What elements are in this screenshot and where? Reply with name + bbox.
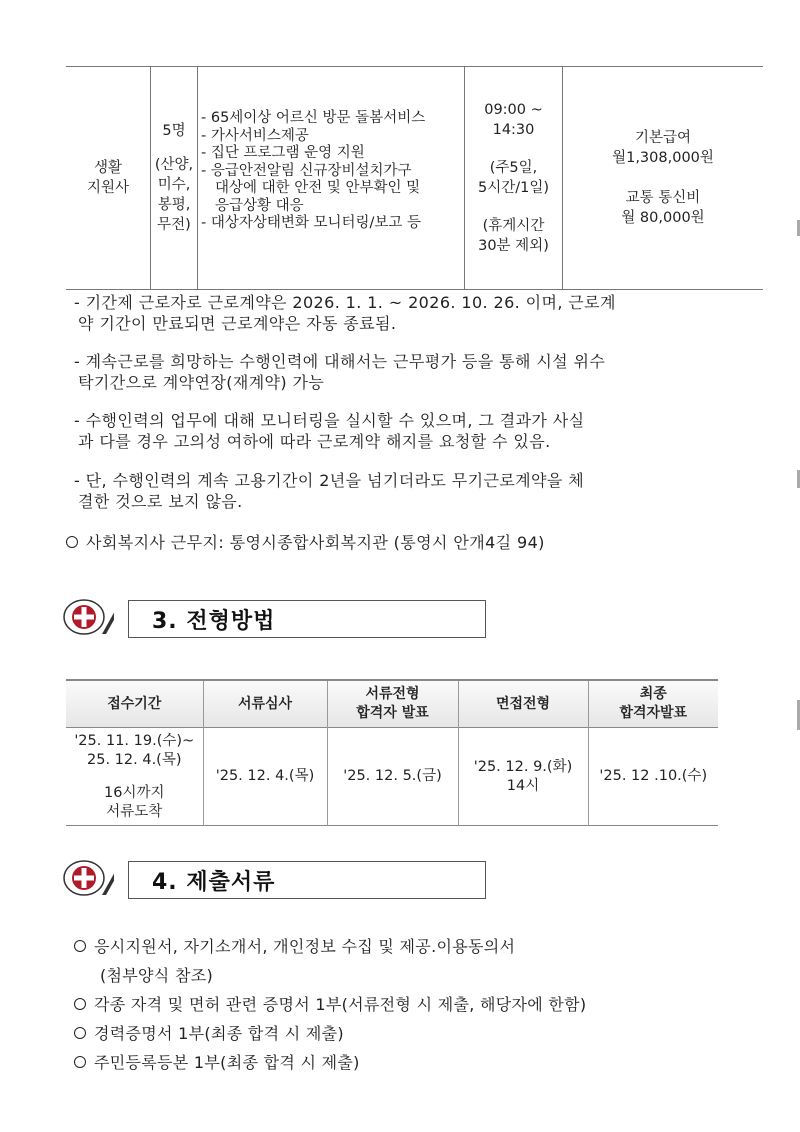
note-item	[74, 410, 754, 452]
headcount-cell	[151, 66, 197, 290]
table-row	[66, 728, 718, 826]
circle-bullet-icon	[74, 1056, 86, 1068]
headcount-line: 미수,	[157, 177, 191, 193]
duty-line: - 대상자상태변화 모니터링/보고 등	[201, 215, 422, 231]
duty-line: 응급상황 대응	[215, 197, 304, 214]
schedule-cell: '25. 12. 4.(목)	[203, 728, 327, 826]
section-title: 4. 제출서류	[152, 870, 276, 895]
role-cell	[66, 66, 150, 290]
note-line: - 수행인력의 업무에 대해 모니터링을 실시할 수 있으며, 그 결과가 사실	[74, 411, 585, 430]
hours-line: 30분 제외)	[478, 238, 549, 254]
note-line: - 기간제 근로자로 근로계약은 2026. 1. 1. ~ 2026. 10. 26. 이며, 근로계	[74, 293, 616, 312]
list-item: 응시지원서, 자기소개서, 개인정보 수집 및 제공.이용동의서	[74, 936, 774, 957]
hours-line: (주5일,	[489, 160, 538, 176]
schedule-cell: '25. 12 .10.(수)	[588, 728, 718, 826]
schedule-header: 서류전형 합격자 발표	[327, 680, 458, 728]
duty-line: 대상에 대한 안전 및 안부확인 및	[215, 180, 421, 196]
list-item: 주민등록등본 1부(최종 합격 시 제출)	[74, 1052, 774, 1073]
workplace-note	[66, 532, 746, 553]
section-4-heading	[62, 859, 487, 899]
duty-line: - 65세이상 어르신 방문 돌봄서비스	[201, 110, 426, 126]
caritas-cross-icon	[62, 859, 114, 897]
hours-line: (휴게시간	[482, 218, 545, 234]
duty-line: - 집단 프로그램 운영 지원	[201, 145, 365, 161]
headcount-line: (산양,	[154, 157, 194, 173]
note-line: - 단, 수행인력의 계속 고용기간이 2년을 넘기더라도 무기근로계약을 체	[74, 471, 585, 490]
schedule-cell: '25. 11. 19.(수)~ 25. 12. 4.(목) 16시까지 서류도착	[74, 732, 195, 820]
list-item-continued: (첨부양식 참조)	[100, 966, 214, 985]
note-line: 결한 것으로 보지 않음.	[78, 492, 243, 511]
role-line: 생활	[93, 160, 122, 176]
headcount-line: 무전)	[157, 217, 191, 233]
note-item	[74, 351, 754, 393]
documents-list	[74, 936, 774, 1073]
duty-line: - 응급안전알림 신규장비설치가구	[201, 162, 412, 179]
pay-line: 월1,308,000원	[612, 150, 714, 166]
caritas-cross-icon	[62, 598, 114, 636]
schedule-table	[66, 679, 718, 826]
hours-line: 14:30	[492, 122, 535, 138]
note-line: - 계속근로를 희망하는 수행인력에 대해서는 근무평가 등을 통해 시설 위수	[74, 352, 606, 371]
pay-line: 교통 통신비	[625, 190, 701, 206]
list-item: 경력증명서 1부(최종 합격 시 제출)	[74, 1023, 774, 1044]
schedule-header: 서류심사	[203, 680, 327, 728]
section-title: 3. 전형방법	[152, 609, 276, 634]
note-line: 약 기간이 만료되면 근로계약은 자동 종료됨.	[78, 314, 397, 333]
pay-line: 기본급여	[634, 130, 692, 146]
schedule-header: 접수기간	[66, 680, 203, 728]
circle-bullet-icon	[74, 1027, 86, 1039]
schedule-header: 최종 합격자발표	[588, 680, 718, 728]
note-item	[74, 470, 754, 512]
headcount-line: 봉평,	[157, 197, 191, 213]
note-line: 과 다를 경우 고의성 여하에 따라 근로계약 해지를 요청할 수 있음.	[78, 432, 551, 451]
hours-cell	[465, 66, 562, 290]
duties-cell	[201, 110, 463, 233]
hours-line: 5시간/1일)	[477, 180, 549, 196]
schedule-cell: '25. 12. 5.(금)	[327, 728, 458, 826]
schedule-cell: '25. 12. 9.(화) 14시	[458, 728, 588, 826]
circle-bullet-icon	[74, 940, 86, 952]
circle-bullet-icon	[74, 998, 86, 1010]
hours-line: 09:00 ~	[484, 102, 543, 118]
schedule-header: 면접전형	[458, 680, 588, 728]
pay-line: 월 80,000원	[621, 210, 705, 226]
list-item: 각종 자격 및 면허 관련 증명서 1부(서류전형 시 제출, 해당자에 한함)	[74, 994, 774, 1015]
role-line: 지원사	[86, 180, 130, 196]
circle-bullet-icon	[66, 536, 78, 548]
workplace-text: 사회복지사 근무지: 통영시종합사회복지관 (통영시 안개4길 94)	[86, 533, 545, 552]
pay-cell	[563, 66, 763, 290]
headcount-line: 5명	[162, 123, 186, 139]
duty-line: - 가사서비스제공	[201, 127, 309, 144]
note-item	[74, 292, 754, 334]
section-3-heading	[62, 598, 487, 638]
note-line: 탁기간으로 계약연장(재계약) 가능	[78, 373, 325, 392]
